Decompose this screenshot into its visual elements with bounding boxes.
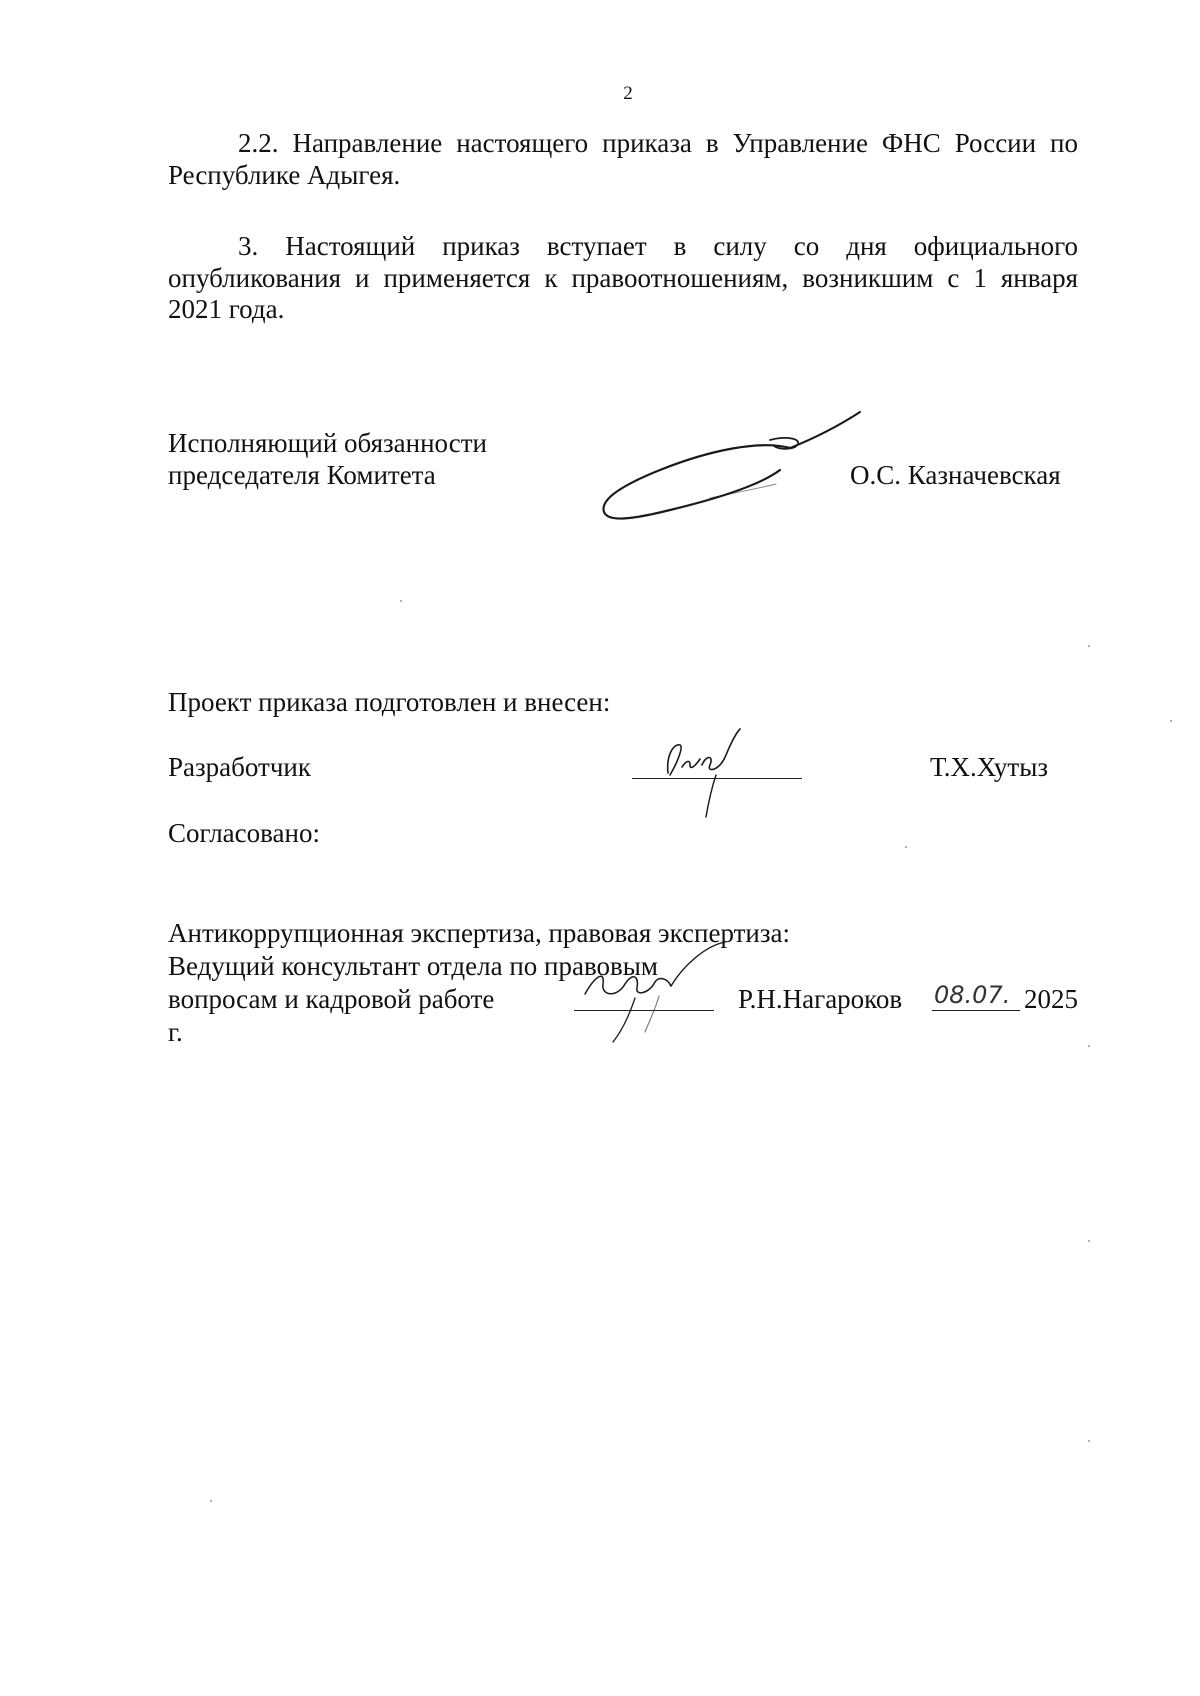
developer-name: Т.Х.Хутыз	[930, 752, 1049, 782]
scan-speck	[1088, 1240, 1090, 1242]
scan-speck	[905, 846, 907, 848]
prepared-heading: Проект приказа подготовлен и внесен:	[168, 687, 611, 717]
signatory-name: О.С. Казначевская	[850, 460, 1061, 490]
expertise-signature	[575, 936, 745, 1046]
scan-speck	[1170, 720, 1172, 722]
scan-speck	[1088, 1045, 1090, 1047]
scan-speck	[210, 1500, 212, 1502]
signatory-position-line2: председателя Комитета	[168, 460, 436, 490]
expertise-year-suffix: г.	[168, 1017, 183, 1047]
scan-speck	[400, 600, 402, 602]
chair-signature	[590, 400, 870, 530]
expertise-role-line2: вопросам и кадровой работе	[168, 984, 495, 1014]
agreed-label: Согласовано:	[168, 818, 320, 848]
paragraph-3-text: 3. Настоящий приказ вступает в силу со дня официального опубликования и применяется к правоотношениям, возникшим с 1 января 2021 года.	[168, 231, 1078, 324]
scan-speck	[1088, 1440, 1090, 1442]
page-number: 2	[623, 83, 633, 104]
signatory-position-line1: Исполняющий обязанности	[168, 428, 487, 458]
expertise-year: 2025	[1024, 984, 1078, 1014]
developer-role: Разработчик	[168, 752, 311, 782]
developer-signature	[640, 725, 770, 825]
paragraph-3	[168, 231, 1078, 326]
expertise-heading: Антикоррупционная экспертиза, правовая экспертиза:	[168, 918, 791, 948]
expertise-name: Р.Н.Нагароков	[738, 984, 903, 1014]
paragraph-2-2-text: 2.2. Направление настоящего приказа в Управление ФНС России по Республике Адыгея.	[168, 128, 1078, 190]
paragraph-2-2	[168, 128, 1078, 191]
handwritten-date: 08.07.	[934, 981, 1011, 1009]
expertise-role-line1: Ведущий консультант отдела по правовым	[168, 951, 659, 981]
scan-speck	[1088, 645, 1090, 647]
